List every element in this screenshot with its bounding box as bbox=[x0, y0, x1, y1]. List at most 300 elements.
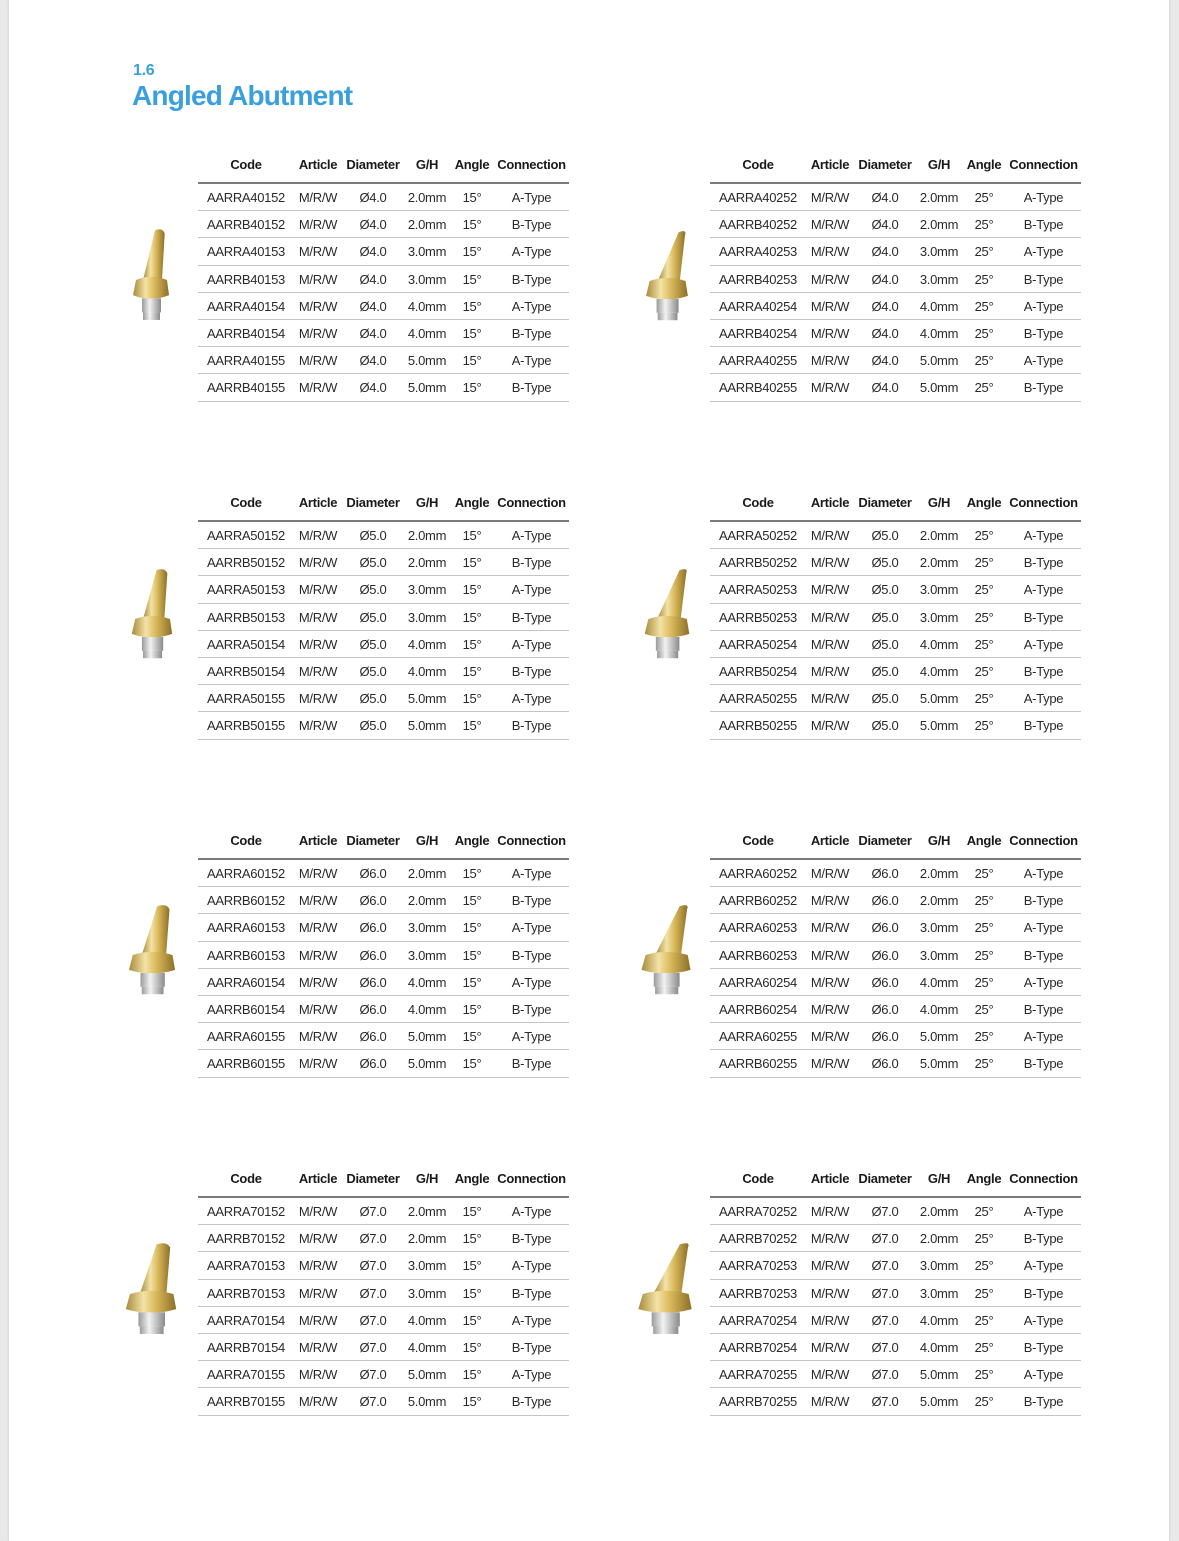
table-cell: M/R/W bbox=[810, 1029, 850, 1045]
section-number: 1.6 bbox=[133, 62, 155, 79]
table-cell: AARRB50154 bbox=[207, 663, 285, 679]
table-cell: A-Type bbox=[511, 691, 552, 707]
table-cell: A-Type bbox=[511, 528, 552, 543]
table-cell: 25° bbox=[974, 866, 994, 881]
table-cell: 2.0mm bbox=[407, 190, 447, 205]
table-cell: Ø5.0 bbox=[359, 636, 387, 652]
table-cell: Ø6.0 bbox=[871, 1056, 899, 1072]
table-cell: Ø4.0 bbox=[871, 325, 899, 341]
table-row bbox=[198, 860, 569, 887]
table-cell: 15° bbox=[462, 609, 482, 625]
table-row bbox=[198, 712, 569, 739]
table-cell: AARRB40155 bbox=[207, 380, 285, 396]
angled-abutment-image bbox=[120, 902, 184, 1008]
section-title: Angled Abutment bbox=[132, 80, 353, 111]
header-cell: G/H bbox=[927, 833, 951, 848]
table-row bbox=[710, 1050, 1081, 1077]
table-cell: AARRB70155 bbox=[207, 1394, 285, 1410]
table-cell: AARRB40153 bbox=[207, 271, 285, 287]
table-cell: M/R/W bbox=[298, 1339, 338, 1355]
table-row bbox=[198, 320, 569, 347]
table-cell: M/R/W bbox=[810, 1056, 850, 1072]
table-cell: AARRB50155 bbox=[207, 718, 285, 734]
table-cell: 2.0mm bbox=[919, 1204, 959, 1219]
table-cell: 3.0mm bbox=[407, 920, 447, 936]
table-cell: AARRB70153 bbox=[207, 1285, 285, 1301]
table-row bbox=[198, 238, 569, 265]
table-cell: B-Type bbox=[511, 217, 552, 233]
product-table bbox=[710, 486, 1081, 740]
header-cell: Article bbox=[298, 1171, 338, 1186]
table-row bbox=[710, 631, 1081, 658]
table-cell: 15° bbox=[462, 528, 482, 543]
table-cell: M/R/W bbox=[298, 353, 338, 369]
table-cell: A-Type bbox=[1023, 1029, 1064, 1045]
table-header bbox=[198, 824, 569, 860]
table-cell: Ø5.0 bbox=[359, 582, 387, 598]
header-cell: Angle bbox=[966, 495, 1002, 510]
table-cell: M/R/W bbox=[810, 609, 850, 625]
header-cell: Diameter bbox=[346, 157, 400, 172]
table-cell: B-Type bbox=[511, 1339, 552, 1355]
table-cell: Ø5.0 bbox=[359, 609, 387, 625]
table-cell: B-Type bbox=[1023, 893, 1064, 909]
table-header bbox=[198, 486, 569, 522]
table-cell: AARRA50153 bbox=[207, 582, 285, 598]
table-cell: 4.0mm bbox=[919, 1339, 959, 1355]
table-cell: B-Type bbox=[511, 893, 552, 909]
angled-abutment-image bbox=[638, 228, 696, 334]
table-cell: Ø4.0 bbox=[359, 271, 387, 287]
table-cell: 3.0mm bbox=[919, 271, 959, 287]
table-cell: 5.0mm bbox=[919, 718, 959, 734]
table-cell: 25° bbox=[974, 663, 994, 679]
header-cell: G/H bbox=[415, 157, 439, 172]
table-row bbox=[710, 887, 1081, 914]
table-cell: A-Type bbox=[511, 1312, 552, 1328]
table-cell: AARRB50254 bbox=[719, 663, 797, 679]
header-cell: Article bbox=[810, 833, 850, 848]
table-cell: A-Type bbox=[1023, 190, 1064, 205]
table-cell: 2.0mm bbox=[919, 190, 959, 205]
table-row bbox=[710, 549, 1081, 576]
table-cell: Ø5.0 bbox=[359, 691, 387, 707]
table-cell: 5.0mm bbox=[407, 1394, 447, 1410]
table-cell: Ø6.0 bbox=[359, 1001, 387, 1017]
table-header bbox=[198, 1162, 569, 1198]
table-cell: AARRA60252 bbox=[719, 866, 797, 881]
table-cell: 15° bbox=[462, 1056, 482, 1072]
table-row bbox=[198, 1361, 569, 1388]
table-cell: Ø5.0 bbox=[359, 718, 387, 734]
table-cell: M/R/W bbox=[810, 1204, 850, 1219]
table-cell: 2.0mm bbox=[407, 528, 447, 543]
table-cell: Ø7.0 bbox=[359, 1258, 387, 1274]
table-cell: 2.0mm bbox=[919, 555, 959, 571]
table-cell: 25° bbox=[974, 920, 994, 936]
table-cell: 25° bbox=[974, 636, 994, 652]
table-cell: Ø4.0 bbox=[871, 298, 899, 314]
table-cell: B-Type bbox=[1023, 718, 1064, 734]
table-cell: AARRB70254 bbox=[719, 1339, 797, 1355]
table-cell: 15° bbox=[462, 866, 482, 881]
table-cell: Ø7.0 bbox=[871, 1285, 899, 1301]
table-cell: M/R/W bbox=[810, 691, 850, 707]
header-cell: Connection bbox=[497, 1171, 566, 1186]
table-cell: A-Type bbox=[1023, 974, 1064, 990]
table-cell: AARRB50252 bbox=[719, 555, 797, 571]
table-cell: B-Type bbox=[511, 1001, 552, 1017]
table-cell: AARRB60255 bbox=[719, 1056, 797, 1072]
table-cell: M/R/W bbox=[298, 636, 338, 652]
table-cell: AARRA60154 bbox=[207, 974, 285, 990]
table-cell: 2.0mm bbox=[919, 217, 959, 233]
table-cell: 15° bbox=[462, 920, 482, 936]
table-cell: A-Type bbox=[1023, 244, 1064, 260]
header-cell: Angle bbox=[454, 1171, 490, 1186]
table-cell: B-Type bbox=[511, 1056, 552, 1072]
table-cell: 4.0mm bbox=[919, 1001, 959, 1017]
table-cell: AARRA60253 bbox=[719, 920, 797, 936]
table-cell: 15° bbox=[462, 1258, 482, 1274]
table-cell: AARRB70252 bbox=[719, 1231, 797, 1247]
table-cell: 5.0mm bbox=[919, 353, 959, 369]
table-cell: 4.0mm bbox=[407, 1312, 447, 1328]
table-cell: A-Type bbox=[511, 974, 552, 990]
header-cell: G/H bbox=[415, 1171, 439, 1186]
table-row bbox=[710, 293, 1081, 320]
table-row bbox=[198, 522, 569, 549]
table-cell: M/R/W bbox=[298, 555, 338, 571]
table-cell: Ø6.0 bbox=[359, 920, 387, 936]
table-cell: M/R/W bbox=[298, 1001, 338, 1017]
table-cell: Ø6.0 bbox=[871, 866, 899, 881]
table-cell: 15° bbox=[462, 691, 482, 707]
table-cell: Ø5.0 bbox=[871, 555, 899, 571]
table-cell: AARRA40154 bbox=[207, 298, 285, 314]
table-cell: 3.0mm bbox=[919, 609, 959, 625]
header-cell: Code bbox=[742, 1171, 774, 1186]
table-cell: M/R/W bbox=[298, 1231, 338, 1247]
table-cell: 5.0mm bbox=[407, 718, 447, 734]
table-cell: B-Type bbox=[1023, 217, 1064, 233]
table-cell: 15° bbox=[462, 1339, 482, 1355]
table-cell: M/R/W bbox=[298, 1312, 338, 1328]
table-cell: AARRB50152 bbox=[207, 555, 285, 571]
table-row bbox=[710, 1280, 1081, 1307]
table-cell: 25° bbox=[974, 1394, 994, 1410]
table-cell: A-Type bbox=[511, 582, 552, 598]
table-cell: Ø6.0 bbox=[359, 947, 387, 963]
table-cell: 5.0mm bbox=[919, 1056, 959, 1072]
table-cell: M/R/W bbox=[810, 636, 850, 652]
product-table bbox=[198, 824, 569, 1078]
table-row bbox=[710, 522, 1081, 549]
header-cell: G/H bbox=[927, 495, 951, 510]
angled-abutment-image bbox=[628, 1240, 702, 1348]
header-cell: Diameter bbox=[346, 495, 400, 510]
table-cell: AARRA70254 bbox=[719, 1312, 797, 1328]
table-row bbox=[198, 604, 569, 631]
table-cell: Ø5.0 bbox=[359, 555, 387, 571]
table-row bbox=[198, 1280, 569, 1307]
table-cell: 25° bbox=[974, 1204, 994, 1219]
table-row bbox=[710, 1225, 1081, 1252]
table-cell: 4.0mm bbox=[919, 298, 959, 314]
header-cell: Diameter bbox=[346, 1171, 400, 1186]
table-row bbox=[710, 266, 1081, 293]
table-cell: 15° bbox=[462, 298, 482, 314]
table-cell: 15° bbox=[462, 555, 482, 571]
table-row bbox=[710, 1334, 1081, 1361]
table-row bbox=[710, 211, 1081, 238]
table-cell: A-Type bbox=[511, 1258, 552, 1274]
table-cell: 2.0mm bbox=[919, 1231, 959, 1247]
table-row bbox=[198, 1388, 569, 1415]
table-cell: Ø5.0 bbox=[871, 582, 899, 598]
table-cell: 25° bbox=[974, 528, 994, 543]
table-cell: AARRA50152 bbox=[207, 528, 285, 543]
table-cell: 5.0mm bbox=[407, 691, 447, 707]
table-cell: Ø7.0 bbox=[359, 1204, 387, 1219]
table-cell: 3.0mm bbox=[407, 244, 447, 260]
table-cell: M/R/W bbox=[298, 1056, 338, 1072]
table-row bbox=[198, 576, 569, 603]
table-cell: 5.0mm bbox=[407, 1029, 447, 1045]
table-cell: Ø4.0 bbox=[871, 244, 899, 260]
header-cell: G/H bbox=[415, 495, 439, 510]
table-cell: 25° bbox=[974, 947, 994, 963]
table-cell: AARRB60154 bbox=[207, 1001, 285, 1017]
table-cell: A-Type bbox=[1023, 920, 1064, 936]
table-cell: A-Type bbox=[511, 920, 552, 936]
table-cell: A-Type bbox=[1023, 1204, 1064, 1219]
table-cell: 5.0mm bbox=[407, 380, 447, 396]
table-row bbox=[710, 1252, 1081, 1279]
header-cell: Angle bbox=[966, 157, 1002, 172]
table-cell: AARRA50253 bbox=[719, 582, 797, 598]
table-cell: Ø6.0 bbox=[359, 974, 387, 990]
table-cell: 4.0mm bbox=[407, 1339, 447, 1355]
table-cell: A-Type bbox=[1023, 353, 1064, 369]
product-table bbox=[710, 148, 1081, 402]
table-cell: 15° bbox=[462, 1285, 482, 1301]
table-cell: AARRA70252 bbox=[719, 1204, 797, 1219]
table-cell: B-Type bbox=[511, 325, 552, 341]
table-cell: M/R/W bbox=[810, 1312, 850, 1328]
header-cell: Angle bbox=[454, 495, 490, 510]
table-cell: 2.0mm bbox=[919, 528, 959, 543]
header-cell: Article bbox=[810, 1171, 850, 1186]
table-cell: 25° bbox=[974, 691, 994, 707]
header-cell: Diameter bbox=[858, 157, 912, 172]
table-cell: 2.0mm bbox=[407, 893, 447, 909]
table-cell: 25° bbox=[974, 1285, 994, 1301]
table-cell: A-Type bbox=[511, 1367, 552, 1383]
table-cell: M/R/W bbox=[298, 528, 338, 543]
table-row bbox=[198, 347, 569, 374]
table-cell: 25° bbox=[974, 298, 994, 314]
table-row bbox=[710, 374, 1081, 401]
table-cell: AARRA70154 bbox=[207, 1312, 285, 1328]
table-cell: Ø4.0 bbox=[359, 298, 387, 314]
table-row bbox=[198, 211, 569, 238]
table-cell: M/R/W bbox=[810, 325, 850, 341]
table-cell: 25° bbox=[974, 217, 994, 233]
product-table bbox=[198, 148, 569, 402]
table-cell: AARRB70154 bbox=[207, 1339, 285, 1355]
table-cell: B-Type bbox=[1023, 663, 1064, 679]
header-cell: Connection bbox=[1009, 833, 1078, 848]
table-cell: 4.0mm bbox=[919, 974, 959, 990]
table-row bbox=[198, 658, 569, 685]
table-cell: M/R/W bbox=[298, 947, 338, 963]
table-cell: Ø6.0 bbox=[871, 947, 899, 963]
table-cell: Ø5.0 bbox=[871, 663, 899, 679]
table-cell: 2.0mm bbox=[407, 217, 447, 233]
table-cell: 25° bbox=[974, 380, 994, 396]
table-cell: 5.0mm bbox=[919, 380, 959, 396]
table-row bbox=[198, 969, 569, 996]
table-cell: 4.0mm bbox=[919, 1312, 959, 1328]
table-row bbox=[198, 293, 569, 320]
table-cell: A-Type bbox=[1023, 636, 1064, 652]
table-cell: Ø7.0 bbox=[359, 1312, 387, 1328]
angled-abutment-image bbox=[124, 566, 180, 672]
table-cell: M/R/W bbox=[810, 974, 850, 990]
table-cell: 15° bbox=[462, 582, 482, 598]
table-row bbox=[198, 631, 569, 658]
table-cell: Ø7.0 bbox=[359, 1339, 387, 1355]
table-cell: 4.0mm bbox=[919, 636, 959, 652]
table-cell: AARRA50255 bbox=[719, 691, 797, 707]
table-cell: B-Type bbox=[1023, 1231, 1064, 1247]
table-row bbox=[198, 887, 569, 914]
table-cell: AARRA50154 bbox=[207, 636, 285, 652]
table-row bbox=[710, 1361, 1081, 1388]
table-cell: AARRA40255 bbox=[719, 353, 797, 369]
table-cell: M/R/W bbox=[810, 528, 850, 543]
table-header bbox=[710, 148, 1081, 184]
table-cell: 2.0mm bbox=[407, 1204, 447, 1219]
table-cell: AARRB70253 bbox=[719, 1285, 797, 1301]
table-cell: Ø5.0 bbox=[871, 528, 899, 543]
table-cell: AARRA40152 bbox=[207, 190, 285, 205]
table-row bbox=[710, 658, 1081, 685]
table-cell: Ø4.0 bbox=[871, 380, 899, 396]
header-cell: Article bbox=[810, 495, 850, 510]
table-cell: Ø6.0 bbox=[871, 1029, 899, 1045]
table-cell: M/R/W bbox=[810, 893, 850, 909]
table-cell: Ø4.0 bbox=[359, 244, 387, 260]
header-cell: G/H bbox=[927, 1171, 951, 1186]
table-cell: M/R/W bbox=[298, 663, 338, 679]
table-cell: 15° bbox=[462, 244, 482, 260]
table-row bbox=[198, 1307, 569, 1334]
table-cell: 15° bbox=[462, 1394, 482, 1410]
table-cell: 5.0mm bbox=[407, 1367, 447, 1383]
table-cell: 5.0mm bbox=[919, 1394, 959, 1410]
table-row bbox=[710, 238, 1081, 265]
table-cell: 25° bbox=[974, 353, 994, 369]
table-cell: AARRB50253 bbox=[719, 609, 797, 625]
angled-abutment-image bbox=[116, 1240, 186, 1348]
table-row bbox=[198, 1252, 569, 1279]
table-cell: M/R/W bbox=[810, 718, 850, 734]
table-cell: 2.0mm bbox=[919, 893, 959, 909]
product-table bbox=[198, 1162, 569, 1416]
table-cell: 3.0mm bbox=[407, 582, 447, 598]
table-cell: M/R/W bbox=[298, 974, 338, 990]
table-row bbox=[710, 914, 1081, 941]
table-row bbox=[710, 320, 1081, 347]
table-header bbox=[710, 824, 1081, 860]
table-row bbox=[198, 942, 569, 969]
table-row bbox=[710, 996, 1081, 1023]
table-row bbox=[710, 184, 1081, 211]
table-row bbox=[710, 969, 1081, 996]
table-row bbox=[198, 1023, 569, 1050]
table-cell: 4.0mm bbox=[407, 1001, 447, 1017]
table-cell: 15° bbox=[462, 380, 482, 396]
table-cell: M/R/W bbox=[810, 1001, 850, 1017]
header-cell: Diameter bbox=[858, 833, 912, 848]
header-cell: Code bbox=[230, 495, 262, 510]
table-cell: A-Type bbox=[1023, 691, 1064, 707]
table-row bbox=[710, 942, 1081, 969]
table-row bbox=[198, 184, 569, 211]
table-cell: A-Type bbox=[1023, 528, 1064, 543]
table-cell: 3.0mm bbox=[407, 1258, 447, 1274]
table-cell: A-Type bbox=[1023, 1258, 1064, 1274]
table-row bbox=[198, 374, 569, 401]
table-header bbox=[710, 486, 1081, 522]
angled-abutment-image bbox=[126, 226, 176, 334]
table-cell: AARRA40155 bbox=[207, 353, 285, 369]
table-cell: 4.0mm bbox=[407, 298, 447, 314]
angled-abutment-image bbox=[636, 566, 698, 672]
table-cell: 15° bbox=[462, 353, 482, 369]
table-cell: B-Type bbox=[1023, 1056, 1064, 1072]
table-cell: 25° bbox=[974, 190, 994, 205]
table-cell: M/R/W bbox=[298, 1285, 338, 1301]
table-cell: 5.0mm bbox=[919, 1029, 959, 1045]
table-cell: Ø4.0 bbox=[359, 353, 387, 369]
table-cell: AARRB70152 bbox=[207, 1231, 285, 1247]
table-row bbox=[198, 914, 569, 941]
table-cell: M/R/W bbox=[298, 380, 338, 396]
table-cell: Ø7.0 bbox=[871, 1339, 899, 1355]
table-cell: Ø6.0 bbox=[359, 1029, 387, 1045]
table-cell: 3.0mm bbox=[407, 609, 447, 625]
table-cell: M/R/W bbox=[298, 190, 338, 205]
table-cell: 15° bbox=[462, 1231, 482, 1247]
table-cell: A-Type bbox=[511, 636, 552, 652]
table-cell: 15° bbox=[462, 636, 482, 652]
table-cell: B-Type bbox=[1023, 325, 1064, 341]
table-cell: B-Type bbox=[511, 663, 552, 679]
table-cell: AARRA60155 bbox=[207, 1029, 285, 1045]
table-row bbox=[198, 996, 569, 1023]
table-cell: AARRB60253 bbox=[719, 947, 797, 963]
table-cell: AARRA50254 bbox=[719, 636, 797, 652]
table-cell: Ø4.0 bbox=[871, 190, 899, 205]
table-header bbox=[198, 148, 569, 184]
table-cell: 15° bbox=[462, 217, 482, 233]
table-cell: M/R/W bbox=[810, 866, 850, 881]
table-cell: AARRB60152 bbox=[207, 893, 285, 909]
table-cell: 25° bbox=[974, 325, 994, 341]
